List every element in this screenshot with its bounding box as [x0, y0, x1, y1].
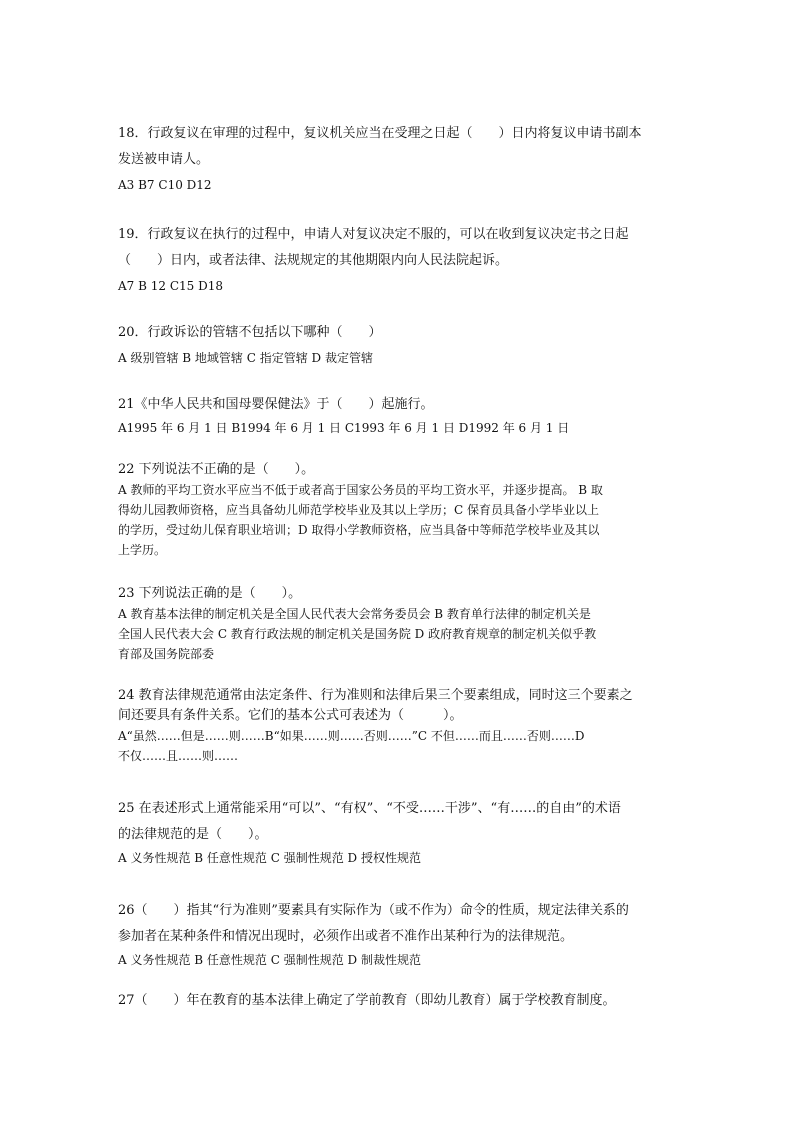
question-19	[118, 222, 678, 296]
stem-line: 25 在表述形式上通常能采用“可以”、“有权”、“不受……干涉”、“有……的自由”的术语	[118, 801, 621, 816]
question-stem	[118, 796, 678, 848]
question-24	[118, 686, 678, 766]
question-stem	[118, 686, 678, 726]
stem-line: 18．行政复议在审理的过程中，复议机关应当在受理之日起（ ）日内将复议申请书副本	[118, 126, 642, 141]
options-line: A“虽然……但是……则……B“如果……则……否则……”C 不但……而且……否则……D	[118, 729, 585, 743]
question-options	[118, 604, 678, 664]
question-26	[118, 898, 678, 970]
stem-line: 26（ ）指其“行为准则”要素具有实际作为（或不作为）命令的性质，规定法律关系的	[118, 903, 629, 918]
question-stem	[118, 460, 678, 480]
question-stem	[118, 320, 678, 346]
options-line: A7 B 12 C15 D18	[118, 279, 223, 293]
question-25	[118, 796, 678, 868]
stem-line: 19．行政复议在执行的过程中，申请人对复议决定不服的，可以在收到复议决定书之日起	[118, 227, 629, 242]
question-options	[118, 950, 678, 970]
options-line: A 义务性规范 B 任意性规范 C 强制性规范 D 制裁性规范	[118, 953, 421, 967]
stem-line: 27（ ）年在教育的基本法律上确定了学前教育（即幼儿教育）属于学校教育制度。	[118, 993, 616, 1008]
question-options	[118, 348, 678, 368]
options-line: 全国人民代表大会 C 教育行政法规的制定机关是国务院 D 政府教育规章的制定机关似乎教	[118, 627, 597, 641]
options-line: 得幼儿园教师资格，应当具备幼儿师范学校毕业及其以上学历；C 保育员具备小学毕业以上	[118, 503, 599, 517]
question-23	[118, 584, 678, 664]
question-options	[118, 848, 678, 868]
options-line: A3 B7 C10 D12	[118, 178, 212, 192]
stem-line: 21《中华人民共和国母婴保健法》于（ ）起施行。	[118, 397, 434, 412]
question-stem	[118, 988, 678, 1014]
question-stem	[118, 392, 678, 418]
question-stem	[118, 121, 678, 173]
options-line: A 义务性规范 B 任意性规范 C 强制性规范 D 授权性规范	[118, 851, 421, 865]
options-line: A1995 年 6 月 1 日 B1994 年 6 月 1 日 C1993 年 6 月 1 日 D1992 年 6 月 1 日	[118, 421, 570, 435]
question-stem	[118, 584, 678, 604]
question-options	[118, 480, 678, 560]
stem-line: 参加者在某种条件和情况出现时，必须作出或者不准作出某种行为的法律规范。	[118, 929, 574, 944]
question-20	[118, 320, 678, 368]
question-22	[118, 460, 678, 560]
stem-line: 间还要具有条件关系。它们的基本公式可表述为（ ）。	[118, 708, 463, 723]
question-options	[118, 418, 678, 438]
question-options	[118, 726, 678, 766]
stem-line: 23 下列说法正确的是（ ）。	[118, 586, 302, 601]
stem-line: （ ）日内，或者法律、法规规定的其他期限内向人民法院起诉。	[118, 253, 509, 268]
options-line: 不仅……且……则……	[118, 749, 239, 763]
stem-line: 发送被申请人。	[118, 152, 210, 167]
options-line: A 教师的平均工资水平应当不低于或者高于国家公务员的平均工资水平，并逐步提高。 B 取	[118, 483, 603, 497]
stem-line: 的法律规范的是（ ）。	[118, 827, 268, 842]
options-line: A 教育基本法律的制定机关是全国人民代表大会常务委员会 B 教育单行法律的制定机关是	[118, 607, 591, 621]
question-stem	[118, 898, 678, 950]
question-21	[118, 392, 678, 438]
stem-line: 24 教育法律规范通常由法定条件、行为准则和法律后果三个要素组成，同时这三个要素之	[118, 688, 633, 703]
question-18	[118, 121, 678, 195]
options-line: A 级别管辖 B 地域管辖 C 指定管辖 D 裁定管辖	[118, 351, 373, 365]
stem-line: 22 下列说法不正确的是（ ）。	[118, 462, 315, 477]
question-stem	[118, 222, 678, 274]
options-line: 上学历。	[118, 543, 167, 557]
options-line: 育部及国务院部委	[118, 647, 215, 661]
stem-line: 20．行政诉讼的管辖不包括以下哪种（ ）	[118, 325, 382, 340]
question-27	[118, 988, 678, 1014]
question-options	[118, 276, 678, 296]
question-options	[118, 175, 678, 195]
options-line: 的学历，受过幼儿保育职业培训；D 取得小学教师资格，应当具备中等师范学校毕业及其以	[118, 523, 600, 537]
